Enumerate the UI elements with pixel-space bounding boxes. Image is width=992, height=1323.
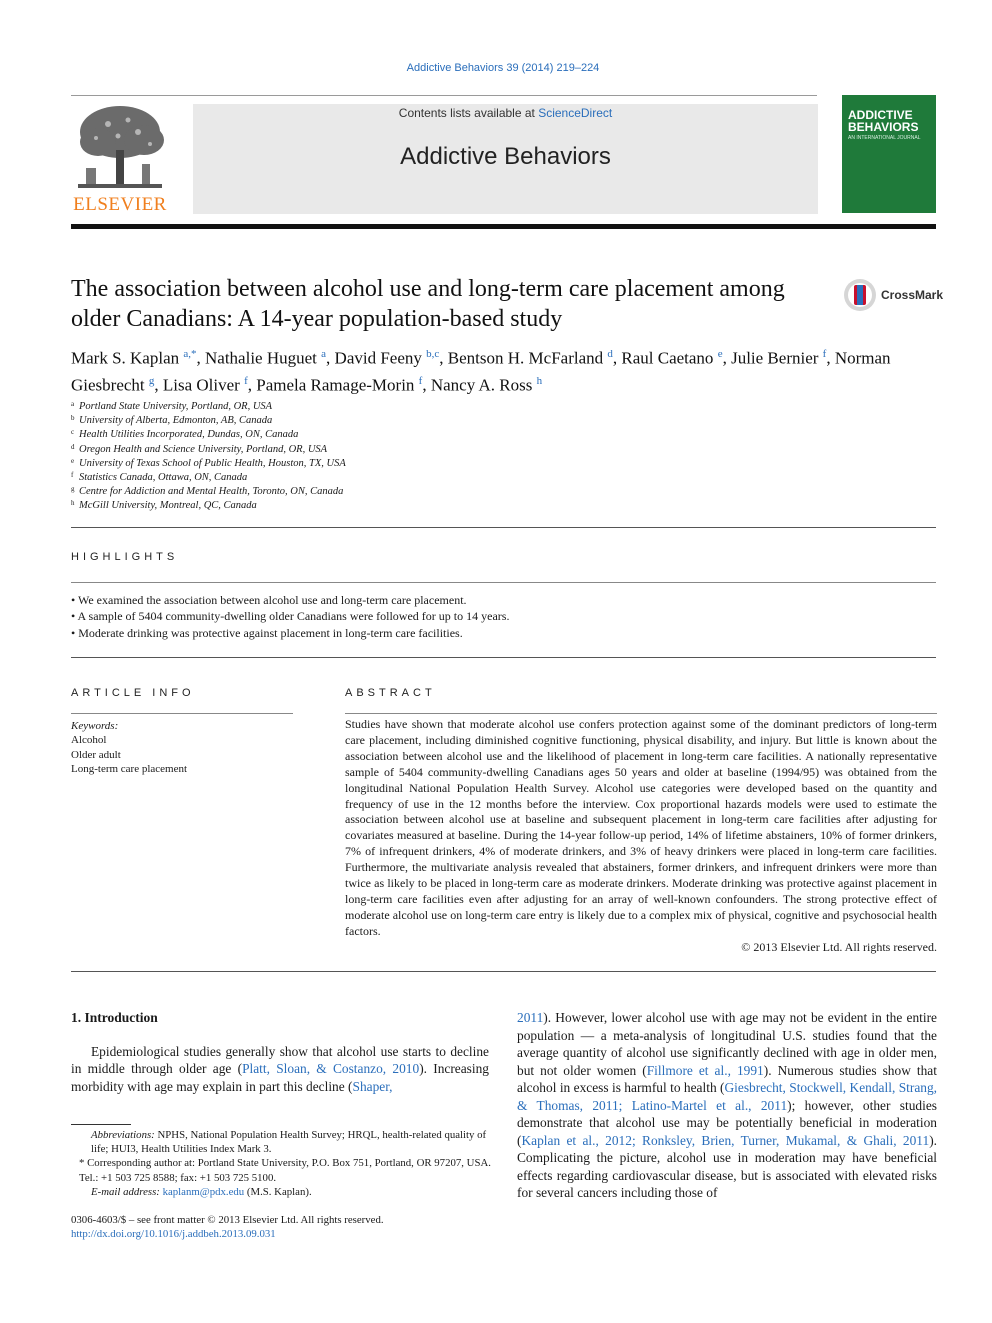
highlight-item: • We examined the association between alcohol use and long-term care placement. [71, 593, 467, 607]
affiliation-item [71, 443, 571, 457]
author-name[interactable]: Mark S. Kaplan [71, 348, 180, 368]
affiliation-item [71, 499, 571, 513]
footnote-divider [71, 1124, 131, 1125]
cover-title: ADDICTIVE BEHAVIORS [848, 108, 919, 134]
journal-citation[interactable]: Addictive Behaviors 39 (2014) 219–224 [406, 62, 600, 74]
crossmark-label: CrossMark [881, 288, 944, 302]
affiliation-text: University of Alberta, Edmonton, AB, Canada [79, 415, 273, 427]
contents-prefix: Contents lists available at [398, 106, 539, 120]
affiliation-text: Centre for Addiction and Mental Health, Toronto, ON, Canada [79, 486, 344, 498]
affiliation-key: b [71, 414, 75, 423]
affiliation-item [71, 428, 571, 442]
affiliation-key: f [71, 471, 74, 480]
author-separator: , [722, 348, 732, 368]
sciencedirect-link[interactable]: ScienceDirect [538, 106, 613, 120]
keyword-item: Alcohol [71, 734, 107, 747]
author-name[interactable]: Nathalie Huguet [205, 348, 317, 368]
author-separator: , [247, 375, 257, 395]
crossmark-icon [843, 277, 877, 313]
citation-link[interactable]: Shaper, [352, 1078, 393, 1094]
highlight-item: • Moderate drinking was protective against placement in long-term care facilities. [71, 625, 463, 640]
cover-subtitle: AN INTERNATIONAL JOURNAL [848, 135, 921, 141]
affiliation-item [71, 485, 571, 499]
highlights-top-rule [71, 582, 936, 583]
author-separator: , [326, 348, 335, 368]
author-separator: , [422, 375, 431, 395]
affiliation-item [71, 414, 571, 428]
author-affiliation-mark[interactable]: e [717, 348, 723, 360]
author-affiliation-mark[interactable]: d [607, 348, 613, 360]
affiliation-item [71, 471, 571, 485]
journal-title: Addictive Behaviors [400, 143, 611, 170]
author-name[interactable]: Julie Bernier [731, 348, 819, 368]
article-info-rule [71, 713, 293, 714]
article-info-heading: ARTICLE INFO [71, 687, 195, 699]
highlight-item: • A sample of 5404 community-dwelling older Canadians were followed for up to 14 years. [71, 609, 510, 624]
affiliation-text: Portland State University, Portland, OR, USA [79, 401, 273, 412]
affiliation-text: McGill University, Montreal, QC, Canada [79, 500, 257, 512]
front-matter-note: 0306-4603/$ – see front matter © 2013 Elsevier Ltd. All rights reserved. [71, 1214, 384, 1226]
author-affiliation-mark[interactable]: g [148, 374, 155, 387]
section-heading: 1. Introduction [71, 1010, 158, 1025]
header-thick-divider [71, 224, 936, 229]
affiliation-list [71, 400, 571, 514]
affiliation-text: University of Texas School of Public Health, Houston, TX, USA [79, 457, 346, 469]
contents-availability [193, 106, 818, 120]
tree-logo-icon [68, 102, 172, 194]
section-divider [71, 657, 936, 658]
citation-link[interactable]: Fillmore et al., 1991 [646, 1062, 764, 1078]
abstract-rule [345, 713, 937, 714]
author-affiliation-mark[interactable]: f [244, 374, 248, 387]
affiliation-key: a [71, 400, 75, 408]
author-name[interactable]: Norman Giesbrecht [71, 348, 891, 395]
affiliation-key: e [71, 456, 75, 465]
author-name[interactable]: David Feeny [334, 348, 422, 368]
author-separator: , [612, 348, 622, 368]
author-separator: , [196, 348, 206, 368]
abstract-body: Studies have shown that moderate alcohol use confers protection against some of the dominant predictors of long-term care placement, including diminished cognitive functioning, physical disability, and injury. But little is known about the association between alcohol use and the likelihood of placement in long-term care facilities. A nationally representative sample of 5404 community-dwelling Canadians ages 50 years and older at baseline (1994/95) was obtained from the longitudinal National Population Health Survey. Alcohol use categories were developed based on the quantity and frequency of use in the 12 months before the interview. Cox proportional hazards models were used to estimate the association between alcohol use at baseline and subsequent placement in long-term care facilities after adjusting for covariates measured at baseline. During the 14-year follow-up period, 14% of lifetime abstainers, 10% of former drinkers, 7% of infrequent drinkers, 4% of moderate drinkers, and 3% of heavy drinkers were placed in long-term care facilities. Furthermore, the multivariate analysis revealed that abstainers, former drinkers, and infrequent drinkers were more than twice as likely to be placed in long-term care as moderate drinkers. Moderate drinking was protective against placement in long-term care facilities even after adjusting for an array of well-known confounders. The strong protective effect of moderate alcohol use on long-term care entry is likely due to a complex mix of physical, cognitive and psychosocial health factors. [345, 717, 937, 938]
author-affiliation-mark[interactable]: a,* [183, 348, 197, 360]
keywords-label: Keywords: [71, 720, 119, 732]
affiliation-item [71, 457, 571, 471]
keyword-item: Long-term care placement [71, 762, 188, 775]
footnotes [71, 1128, 491, 1199]
author-separator: , [439, 348, 448, 368]
section-divider [71, 527, 936, 528]
abstract-heading: ABSTRACT [345, 687, 436, 699]
highlights-heading: HIGHLIGHTS [71, 551, 179, 563]
email-footnote: E-mail address: kaplanm@pdx.edu (M.S. Kaplan). [91, 1185, 312, 1198]
affiliation-key: c [71, 428, 75, 437]
author-name[interactable]: Lisa Oliver [162, 375, 240, 395]
section-divider [71, 971, 936, 972]
affiliation-text: Health Utilities Incorporated, Dundas, ON, Canada [79, 429, 299, 441]
highlights-list [71, 592, 936, 641]
right-column [517, 1009, 937, 1202]
author-name[interactable]: Pamela Ramage-Morin [256, 375, 415, 395]
elsevier-logo [68, 102, 172, 214]
affiliation-text: Oregon Health and Science University, Portland, OR, USA [79, 443, 328, 455]
author-affiliation-mark[interactable]: b,c [426, 348, 440, 360]
author-name[interactable]: Raul Caetano [621, 348, 714, 368]
citation-link[interactable]: Platt, Sloan, & Costanzo, 2010 [242, 1061, 420, 1076]
citation-link[interactable]: Giesbrecht, Stockwell, Kendall, Strang, & Thomas, 2011; Latino-Martel et al., 2011 [517, 1080, 938, 1113]
author-affiliation-mark[interactable]: a [321, 348, 327, 360]
author-name[interactable]: Nancy A. Ross [430, 375, 533, 395]
abbreviations-footnote: Abbreviations: NPHS, National Population Health Survey; HRQL, health-related quality of life; HUI3, Health Utilities Index Mark 3. [91, 1129, 487, 1156]
citation-link[interactable]: Kaplan et al., 2012; Ronksley, Brien, Turner, Mukamal, & Ghali, 2011 [521, 1132, 930, 1148]
issn-block [71, 1213, 491, 1241]
author-name[interactable]: Bentson H. McFarland [447, 348, 604, 368]
affiliation-key: g [71, 485, 75, 494]
citation-link[interactable]: 2011 [517, 1010, 544, 1025]
author-affiliation-mark[interactable]: h [536, 374, 543, 387]
author-affiliation-mark[interactable]: f [418, 374, 423, 387]
intro-paragraph-continued: 2011). However, lower alcohol use with age may not be evident in the entire population — a meta-analysis of longitudinal U.S. studies found that the average quantity of alcohol use significantly declined with age in older men, but not older women (Fillmore et al., 1991). Numerous studies show that alcohol in excess is harmful to health (Giesbrecht, Stockwell, Kendall, Strang, & Thomas, 2011; Latino-Martel et al., 2011); however, other studies demonstrate that alcohol use may be potentially beneficial in moderation (Kaplan et al., 2012; Ronksley, Brien, Turner, Mukamal, & Ghali, 2011). Complicating the picture, alcohol use in moderation may have beneficial effects regarding cardiovascular disease, but is associated with elevated risks for several cancers including those of [517, 1010, 938, 1200]
journal-cover-thumbnail[interactable] [842, 95, 936, 213]
corresponding-author-footnote: * Corresponding author at: Portland State University, P.O. Box 751, Portland, OR 97207, USA. Tel.: +1 503 725 8588; fax: +1 503 725 5100. [79, 1157, 491, 1184]
author-separator: , [154, 375, 163, 395]
email-link[interactable]: kaplanm@pdx.edu [162, 1185, 245, 1198]
crossmark-badge[interactable] [843, 277, 943, 315]
author-separator: , [826, 348, 835, 368]
affiliation-text: Statistics Canada, Ottawa, ON, Canada [79, 472, 248, 484]
left-column [71, 1009, 489, 1095]
intro-paragraph: Epidemiological studies generally show that alcohol use starts to decline in middle through older age (Platt, Sloan, & Costanzo, 2010). Increasing morbidity with age may explain in part this decline (Shaper, [71, 1043, 490, 1094]
header-divider [71, 95, 817, 96]
affiliation-key: h [71, 499, 75, 508]
keyword-item: Older adult [71, 748, 121, 761]
publisher-name: ELSEVIER [73, 194, 167, 215]
affiliation-key: d [71, 442, 75, 451]
abstract-copyright: © 2013 Elsevier Ltd. All rights reserved. [741, 940, 937, 954]
author-list [71, 343, 941, 396]
keywords-block [71, 719, 293, 776]
doi-link[interactable]: http://dx.doi.org/10.1016/j.addbeh.2013.09.031 [71, 1228, 276, 1241]
article-title: The association between alcohol use and long-term care placement among older Canadians: A 14-year population-based study [71, 276, 785, 332]
author-affiliation-mark[interactable]: f [822, 348, 827, 360]
affiliation-item [71, 400, 571, 414]
